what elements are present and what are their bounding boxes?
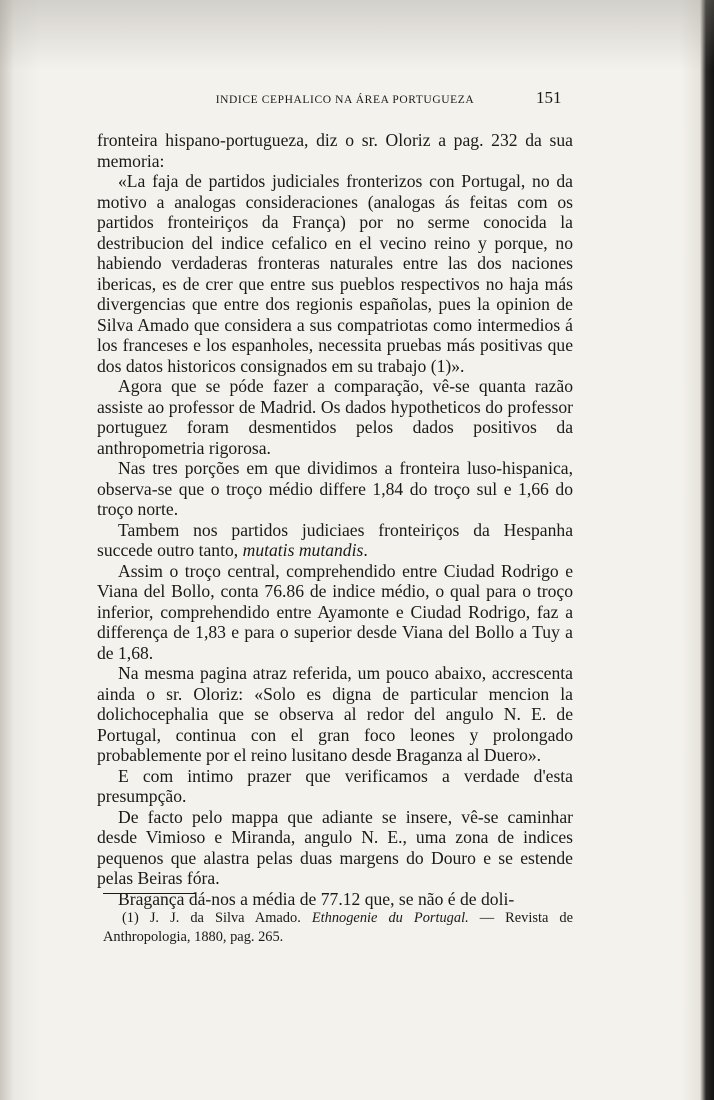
footnote-citation: (1) J. J. da Silva Amado. [122, 910, 301, 926]
paragraph: fronteira hispano-portugueza, diz o sr. Oloriz a pag. 232 da sua memoria: [97, 130, 573, 171]
italic-trailing: . [363, 540, 368, 560]
paragraph-text: Tambem nos partidos judiciaes fronteiriços da Hespanha succede outro tanto, [97, 519, 573, 560]
footnote-italic-title: Ethnogenie du Portugal. [311, 910, 469, 926]
paragraph-with-italic [97, 520, 573, 561]
paragraph: De facto pelo mappa que adiante se insere, vê-se caminhar desde Vimioso e Miranda, angulo N. E., uma zona de indices pequenos que alastra pelas duas margens do Douro e se estende pelas Beiras fóra. [97, 806, 573, 888]
page-number: 151 [536, 88, 562, 107]
main-text [97, 130, 573, 909]
footnote-citation-end: — Revista de Anthropologia, 1880, pag. 265. [103, 910, 573, 945]
paragraph: Assim o troço central, comprehendido entre Ciudad Rodrigo e Viana del Bollo, conta 76.86 de indice médio, o qual para o troço inferior, comprehendido entre Ayamonte e Ciudad Rodrigo, faz a differença de 1,83 e para o superior desde Viana del Bollo a Tuy a de 1,68. [97, 560, 573, 663]
paragraph: Na mesma pagina atraz referida, um pouco abaixo, accrescenta ainda o sr. Oloriz: «Solo es digna de particular mencion la dolichocephalia que se observa al redor del angulo N. E. de Portugal, continua con el gran foco leones y prolongado probablemente por el reino lusitano desde Braganza al Duero». [97, 663, 573, 765]
paragraph: Bragança dá-nos a média de 77.12 que, se não é de doli- [118, 888, 515, 909]
running-title: INDICE CEPHALICO NA ÁREA PORTUGUEZA [215, 94, 475, 106]
paragraph: «La faja de partidos judiciales fronterizos con Portugal, no da motivo a analogas consideraciones (analogas ás feitas com os partidos fronteiriços da França) por no serme conocida la destribucion del indice cefalico en el vecino reino y porque, no habiendo verdaderas fronteras naturales entre las dos naciones ibericas, es de crer que entre sus pueblos respectivos no haja más divergencias que entre dos regionis españolas, pues la opinion de Silva Amado que considera a sus compatriotas como intermedios á los franceses e los espanholes, necessita pruebas más positivas que dos datos historicos consignados em su trabajo (1)». [97, 171, 573, 376]
footnote-text [103, 909, 573, 947]
italic-phrase: mutatis mutandis [242, 540, 364, 560]
footnote-divider [103, 893, 196, 894]
paragraph: Nas tres porções em que dividimos a fronteira luso-hispanica, observa-se que o troço médio differe 1,84 do troço sul e 1,66 do troço norte. [97, 458, 573, 519]
scan-shadow [0, 0, 714, 70]
paragraph: E com intimo prazer que verificamos a verdade d'esta presumpção. [97, 765, 573, 806]
paragraph: Agora que se póde fazer a comparação, vê-se quanta razão assiste ao professor de Madrid. Os dados hypotheticos do professor portuguez foram desmentidos pelos dados positivos da anthropometria rigorosa. [97, 376, 573, 458]
footnote [103, 909, 573, 947]
